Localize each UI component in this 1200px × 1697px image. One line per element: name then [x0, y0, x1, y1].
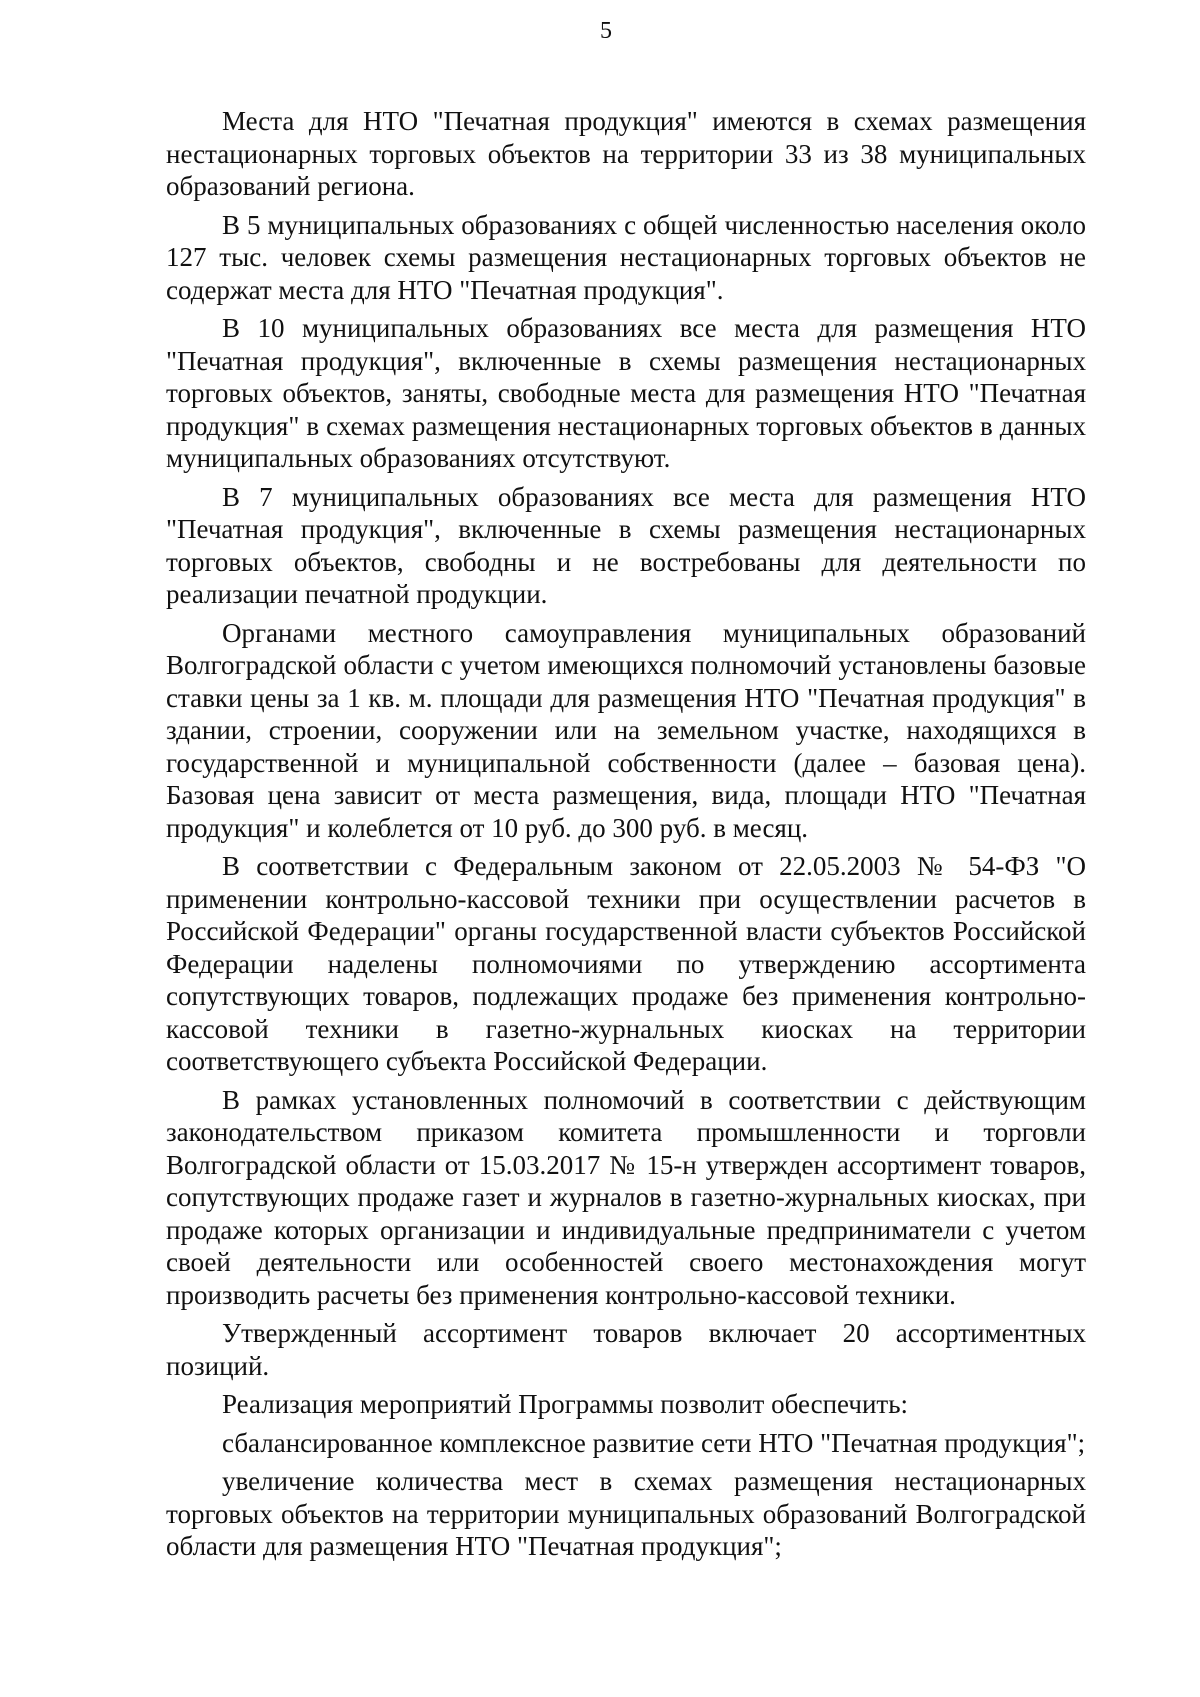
document-body [166, 105, 1086, 1569]
paragraph-program-goals-intro: Реализация мероприятий Программы позволит обеспечить: [222, 1389, 909, 1419]
paragraph-goal-increase-places: увеличение количества мест в схемах размещения нестационарных торговых объектов на территории муниципальных образований Волгоградской области для размещения НТО "Печатная продукция"; [166, 1466, 1086, 1561]
paragraph-federal-law: В соответствии с Федеральным законом от 22.05.2003 № 54-ФЗ "О применении контрольно-кассовой техники при осуществлении расчетов в Российской Федерации" органы государственной власти субъектов Российской Федерации наделены полномочиями по утверждению ассортимента сопутствующих товаров, подлежащих продаже без применения контрольно-кассовой техники в газетно-журнальных киосках на территории соответствующего субъекта Российской Федерации. [166, 851, 1086, 1076]
paragraph-base-price: Органами местного самоуправления муниципальных образований Волгоградской области с учетом имеющихся полномочий установлены базовые ставки цены за 1 кв. м. площади для размещения НТО "Печатная продукция" в здании, строении, сооружении или на земельном участке, находящихся в государственной и муниципальной собственности (далее – базовая цена). Базовая цена зависит от места размещения, вида, площади НТО "Печатная продукция" и колеблется от 10 руб. до 300 руб. в месяц. [166, 617, 1086, 843]
paragraph-assortment-count: Утвержденный ассортимент товаров включает 20 ассортиментных позиций. [166, 1318, 1086, 1381]
paragraph-goal-balanced-development: сбалансированное комплексное развитие сети НТО "Печатная продукция"; [222, 1427, 1086, 1458]
paragraph-no-places: В 5 муниципальных образованиях с общей численностью населения около 127 тыс. человек схемы размещения нестационарных торговых объектов не содержат места для НТО "Печатная продукция". [166, 209, 1086, 305]
paragraph-places-occupied: В 10 муниципальных образованиях все места для размещения НТО "Печатная продукция", включенные в схемы размещения нестационарных торговых объектов, заняты, свободные места для размещения НТО "Печатная продукция" в схемах размещения нестационарных торговых объектов в данных муниципальных образованиях отсутствуют. [166, 313, 1086, 473]
paragraph-places-available: Места для НТО "Печатная продукция" имеются в схемах размещения нестационарных торговых объектов на территории 33 из 38 муниципальных образований региона. [166, 106, 1086, 201]
paragraph-committee-order: В рамках установленных полномочий в соответствии с действующим законодательством приказом комитета промышленности и торговли Волгоградской области от 15.03.2017 № 15-н утвержден ассортимент товаров, сопутствующих продаже газет и журналов в газетно-журнальных киосках, при продаже которых организации и индивидуальные предприниматели с учетом своей деятельности или особенностей своего местонахождения могут производить расчеты без применения контрольно-кассовой техники. [166, 1084, 1086, 1310]
paragraph-places-free: В 7 муниципальных образованиях все места для размещения НТО "Печатная продукция", включенные в схемы размещения нестационарных торговых объектов, свободны и не востребованы для деятельности по реализации печатной продукции. [166, 481, 1086, 609]
page-number: 5 [600, 18, 612, 44]
